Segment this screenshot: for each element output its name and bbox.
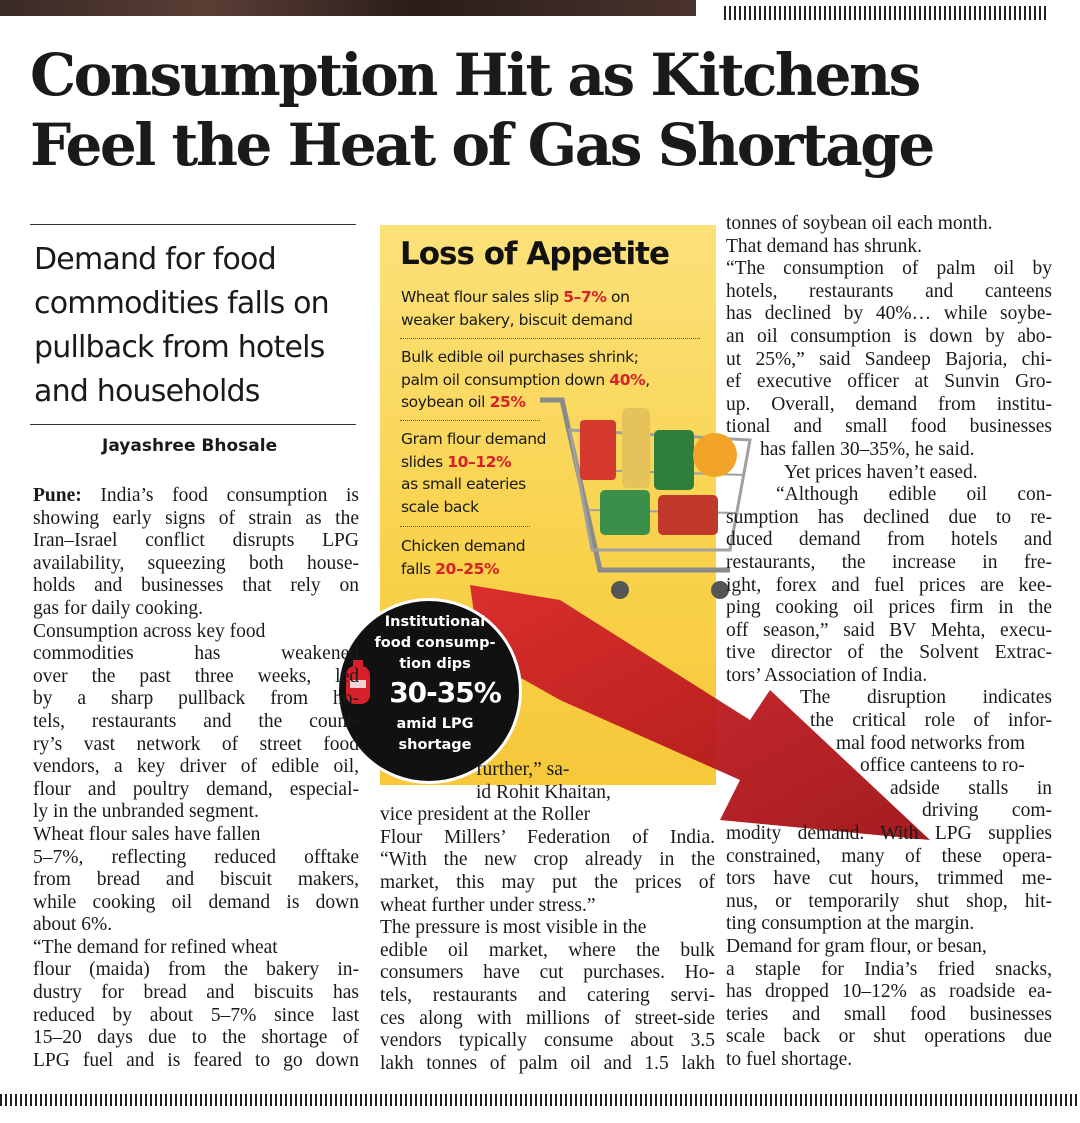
body-text-line: nus, or temporarily shut shop, hit- [726, 890, 1052, 912]
fact-line: Bulk edible oil purchases shrink; [401, 348, 639, 366]
body-text-line: vendors, a key driver of edible oil, [33, 756, 359, 778]
fact-line: slides 10–12% [401, 452, 512, 471]
body-text-line: ping cooking oil prices firm in the [726, 597, 1052, 619]
body-text-line: flour and poultry demand, especial- [33, 778, 359, 800]
body-text-line: by a sharp pullback from ho- [33, 688, 359, 710]
body-text-line: dustry for bread and biscuits has [33, 982, 359, 1004]
body-text-line: tonnes of soybean oil each month. [726, 213, 993, 234]
body-text-line: “With the new crop already in the [380, 849, 715, 871]
body-text-line: ef executive officer at Sunvin Gro- [726, 371, 1052, 393]
infobox-title: Loss of Appetite [400, 236, 670, 272]
shopping-cart-icon [540, 400, 750, 599]
callout-line: shortage [398, 737, 472, 753]
body-text-line: The disruption indicates [800, 687, 1052, 709]
body-text-line: LPG fuel and is feared to go down [33, 1049, 359, 1071]
fact-chicken [401, 535, 525, 580]
body-text-line: “Although edible oil con- [776, 484, 1052, 506]
body-text-line: consumers have cut purchases. Ho- [380, 962, 715, 984]
body-text-line: has dropped 10–12% as roadside ea- [726, 981, 1052, 1003]
body-text-line: while cooking oil demand is down [33, 891, 359, 913]
body-text-line: restaurants, the increase in fre- [726, 551, 1052, 573]
body-text-line: “The consumption of palm oil by [726, 258, 1052, 280]
fact-line: falls 20–25% [401, 559, 500, 578]
body-text-line: tels, restaurants and catering servi- [380, 984, 715, 1006]
body-text-line: up. Overall, demand from institu- [726, 393, 1052, 415]
body-text-line: driving com- [922, 800, 1052, 822]
deck-line: and households [34, 374, 260, 409]
body-text-line: Demand for gram flour, or besan, [726, 936, 987, 957]
body-text-line: over the past three weeks, led [33, 665, 359, 687]
fact-divider [400, 420, 540, 421]
callout-line: amid LPG [396, 716, 474, 732]
body-text-line: edible oil market, where the bulk [380, 939, 715, 961]
body-text-line: gas for daily cooking. [33, 597, 204, 619]
body-text-line: Yet prices haven’t eased. [784, 461, 978, 483]
body-text-line: has fallen 30–35%, he said. [760, 438, 975, 460]
deck-line: pullback from hotels [34, 330, 325, 365]
body-text-line: commodities has weakened [33, 643, 359, 665]
body-text-line: wheat further under stress.” [380, 894, 596, 916]
fact-line: as small eateries [401, 475, 526, 493]
body-text-line: to fuel shortage. [726, 1048, 853, 1070]
body-text-line: showing early signs of strain as the [33, 507, 359, 529]
body-text-line: Consumption across key food [33, 620, 266, 642]
body-text-line: Flour Millers’ Federation of India. [380, 826, 715, 848]
callout-text [360, 714, 510, 756]
fact-divider [400, 526, 530, 527]
callout-percent: 30-35% [389, 676, 501, 709]
callout-text [360, 612, 510, 675]
body-text-line: tels, restaurants and the count- [33, 710, 359, 732]
headline-line-2: Feel the Heat of Gas Shortage [30, 111, 933, 179]
body-text-line: That demand has shrunk. [726, 235, 923, 257]
body-text-line: office canteens to ro- [860, 755, 1025, 777]
body-column-2 [380, 759, 715, 1075]
body-text-line: holds and businesses that rely on [33, 575, 359, 597]
fact-line: Chicken demand [401, 537, 526, 555]
body-text-line: teries and small food businesses [726, 1003, 1052, 1025]
body-text-line: modity demand. With LPG supplies [726, 823, 1052, 845]
callout-line: Institutional [384, 614, 486, 630]
body-text-line: an oil consumption is down by abo- [726, 325, 1052, 347]
fact-gram-flour [401, 428, 546, 518]
body-text-line: scale back or shut operations due [726, 1026, 1052, 1048]
headline-line-1: Consumption Hit as Kitchens [30, 41, 919, 109]
body-text-line: vice president at the Roller [380, 804, 591, 826]
body-text-line: duced demand from hotels and [726, 529, 1052, 551]
body-text-line: Iran–Israel conflict disrupts LPG [33, 530, 359, 552]
body-text-line: The pressure is most visible in the [380, 917, 647, 939]
callout-line: tion dips [399, 656, 471, 672]
body-text-line: the critical role of infor- [810, 710, 1052, 732]
body-text-line: id Rohit Khaitan, [476, 781, 611, 803]
dateline: Pune: [33, 485, 82, 506]
body-text-line: tors have cut hours, trimmed me- [726, 868, 1052, 890]
body-text-line: further,” sa- [476, 759, 570, 780]
fact-wheat-flour [401, 286, 633, 331]
fact-line: weaker bakery, biscuit demand [401, 310, 633, 329]
body-text-line: ces along with millions of street-side [380, 1007, 715, 1029]
body-column-3 [726, 213, 1052, 1072]
body-text-line: reduced by about 5–7% since last [33, 1004, 359, 1026]
body-text-line: ry’s vast network of street food [33, 733, 359, 755]
body-text-line: constrained, many of these opera- [726, 845, 1052, 867]
body-text-line: 15–20 days due to the shortage of [33, 1027, 359, 1049]
body-text-line: from bread and biscuit makers, [33, 869, 359, 891]
body-text-line: ut 25%,” said Sandeep Bajoria, chi- [726, 348, 1052, 370]
body-text-line: mal food networks from [836, 732, 1026, 754]
body-text-line: flour (maida) from the bakery in- [33, 959, 359, 981]
body-text-line: sumption has declined due to re- [726, 506, 1052, 528]
body-text-line: “The demand for refined wheat [33, 936, 278, 958]
body-text-line: tional and small food businesses [726, 416, 1052, 438]
callout-line: food consump- [374, 635, 496, 651]
body-text-line: availability, squeezing both house- [33, 552, 359, 574]
body-text-line: hotels, restaurants and canteens [726, 280, 1052, 302]
byline: Jayashree Bhosale [102, 436, 278, 456]
fact-line: palm oil consumption down 40%, [401, 370, 650, 389]
body-text-line: vendors typically consume about 3.5 [380, 1030, 715, 1052]
deck-line: Demand for food [34, 242, 276, 277]
body-text-line: lakh tonnes of palm oil and 1.5 lakh [380, 1052, 715, 1074]
fact-edible-oil [401, 346, 650, 414]
body-text-line: Pune: India’s food consumption is [33, 485, 359, 506]
body-text-line: ight, forex and fuel prices are kee- [726, 574, 1052, 596]
fact-divider [400, 338, 700, 339]
body-text-line: about 6%. [33, 914, 113, 936]
body-text-line: tors’ Association of India. [726, 664, 928, 686]
fact-line: scale back [401, 497, 479, 516]
body-text-line: off season,” said BV Mehta, execu- [726, 619, 1052, 641]
body-text-line: tive director of the Solvent Extrac- [726, 642, 1052, 664]
body-text-line: ting consumption at the margin. [726, 913, 975, 935]
fact-line: Gram flour demand [401, 430, 547, 448]
body-text-line: market, this may put the prices of [380, 871, 715, 893]
body-text-line: a staple for India’s fried snacks, [726, 958, 1052, 980]
body-text-line: 5–7%, reflecting reduced offtake [33, 846, 359, 868]
fact-line: Wheat flour sales slip 5–7% on [401, 288, 630, 306]
body-text-line: Wheat flour sales have fallen [33, 823, 261, 845]
deck-line: commodities falls on [34, 286, 329, 321]
body-text-line: ly in the unbranded segment. [33, 801, 259, 823]
body-column-1 [33, 485, 359, 1072]
body-text-line: adside stalls in [890, 777, 1052, 799]
body-text-line: has declined by 40%… while soybe- [726, 303, 1052, 325]
fact-line: soybean oil 25% [401, 393, 526, 411]
